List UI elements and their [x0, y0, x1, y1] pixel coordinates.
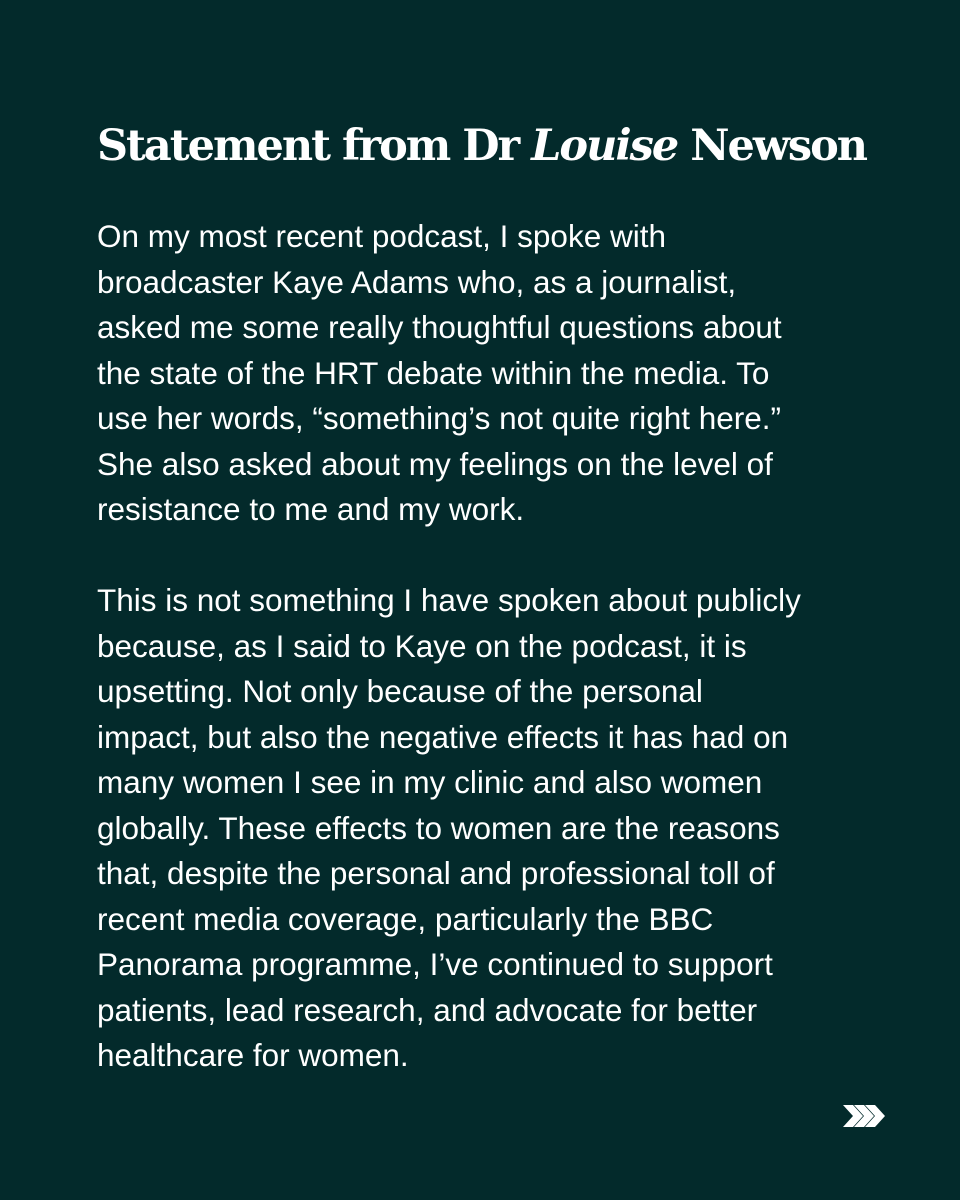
paragraph-line: She also asked about my feelings on the level of	[97, 445, 773, 482]
triple-chevron-right-icon-graphic	[840, 1102, 888, 1130]
paragraph-line: broadcaster Kaye Adams who, as a journalist,	[97, 263, 737, 300]
paragraph-line: because, as I said to Kaye on the podcast, it is	[97, 627, 747, 664]
paragraph-line: globally. These effects to women are the reasons	[97, 809, 780, 846]
paragraph-line: This is not something I have spoken about publicly	[97, 582, 801, 618]
paragraph-line: On my most recent podcast, I spoke with	[97, 218, 666, 254]
title-suffix: Newson	[677, 121, 867, 171]
title-prefix: Statement from Dr	[97, 121, 532, 171]
paragraph-line: resistance to me and my work.	[97, 491, 525, 527]
paragraph-line: impact, but also the negative effects it has had on	[97, 718, 789, 755]
paragraph-line: many women I see in my clinic and also women	[97, 764, 763, 800]
statement-body	[97, 214, 887, 1124]
paragraph-2	[97, 578, 887, 1079]
paragraph-line: upsetting. Not only because of the personal	[97, 673, 703, 709]
paragraph-line: recent media coverage, particularly the BBC	[97, 900, 714, 937]
paragraph-line: asked me some really thoughtful questions about	[97, 309, 782, 345]
paragraph-line: the state of the HRT debate within the media. To	[97, 354, 770, 391]
paragraph-line: healthcare for women.	[97, 1037, 409, 1073]
title-italic-name: Louise	[531, 121, 678, 171]
paragraph-1	[97, 214, 887, 533]
paragraph-line: that, despite the personal and professional toll of	[97, 855, 775, 891]
paragraph-line: use her words, “something’s not quite right here.”	[97, 400, 782, 436]
triple-chevron-right-icon[interactable]	[840, 1102, 888, 1130]
paragraph-line: Panorama programme, I’ve continued to support	[97, 946, 773, 982]
page-title	[97, 116, 897, 176]
paragraph-line: patients, lead research, and advocate for better	[97, 991, 758, 1028]
